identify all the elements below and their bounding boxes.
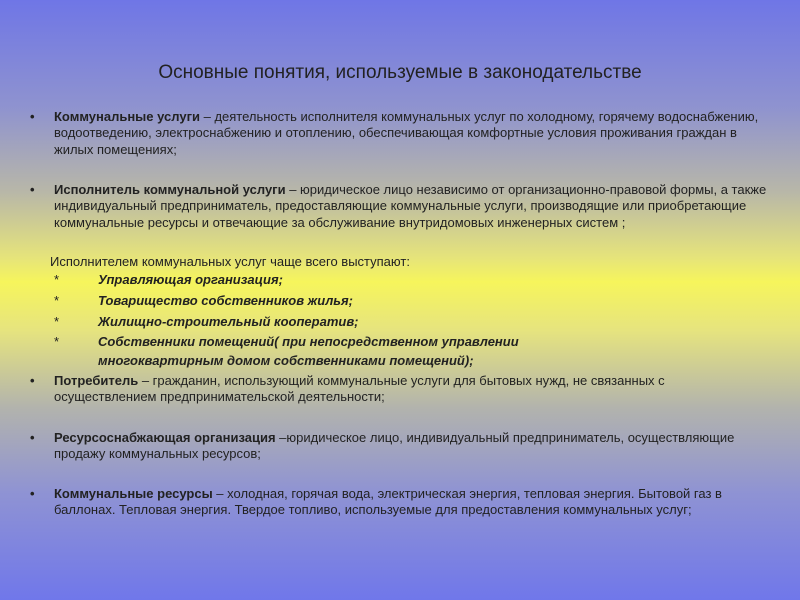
bullet-marker: • [30,486,35,501]
executor-label: многоквартирным домом собственниками помещений); [98,353,474,368]
executors-intro: Исполнителем коммунальных услуг чаще всего выступают: [50,254,410,269]
bullet-definition: –юридическое лицо, индивидуальный предприниматель, осуществляющие продажу коммунальных ресурсов; [54,430,735,462]
bullet-definition: – холодная, горячая вода, электрическая энергия, тепловая энергия. Бытовой газ в баллонах. Тепловая энергия. Твердое топливо, используемые для предоставления коммунальных услуг; [54,486,722,518]
bullet-term: Исполнитель коммунальной услуги [54,182,286,197]
bullet-definition: – гражданин, использующий коммунальные услуги для бытовых нужд, не связанных с осуществлением предпринимательской деятельности; [54,373,665,405]
star-marker: * [54,293,60,308]
executor-label: Жилищно-строительный кооператив; [98,314,359,329]
bullet-marker: • [30,430,35,445]
bullet-resource-supplier [30,430,770,463]
bullet-communal-resources [30,486,770,519]
executor-label: Управляющая организация; [98,272,283,287]
bullet-consumer [30,373,770,406]
executor-label: Собственники помещений( при непосредственном управлении [98,334,519,349]
bullet-communal-services [30,109,770,158]
bullet-text [54,182,770,231]
bullet-text [54,373,770,406]
bullet-term: Коммунальные ресурсы [54,486,213,501]
executor-label: Товарищество собственников жилья; [98,293,353,308]
bullet-text [54,486,770,519]
bullet-text [54,430,770,463]
bullet-text [54,109,770,158]
bullet-marker: • [30,182,35,197]
bullet-definition: – юридическое лицо независимо от организационно-правовой формы, а также индивидуальный предприниматель, предоставляющие коммунальные услуги, производящие или приобретающие коммунальные ресурсы и отвечающие за обслуживание внутридомовых инженерных систем ; [54,182,767,230]
slide-title: Основные понятия, используемые в законодательстве [158,62,642,83]
bullet-definition: – деятельность исполнителя коммунальных услуг по холодному, горячему водоснабжению, водоотведению, электроснабжению и отоплению, обеспечивающая комфортные условия проживания граждан в жилых помещениях; [54,109,759,157]
bullet-service-executor [30,182,770,231]
bullet-term: Коммунальные услуги [54,109,200,124]
bullet-marker: • [30,109,35,124]
bullet-term: Потребитель [54,373,139,388]
star-marker: * [54,314,60,329]
star-marker: * [54,334,60,349]
bullet-term: Ресурсоснабжающая организация [54,430,276,445]
star-marker: * [54,272,60,287]
bullet-marker: • [30,373,35,388]
